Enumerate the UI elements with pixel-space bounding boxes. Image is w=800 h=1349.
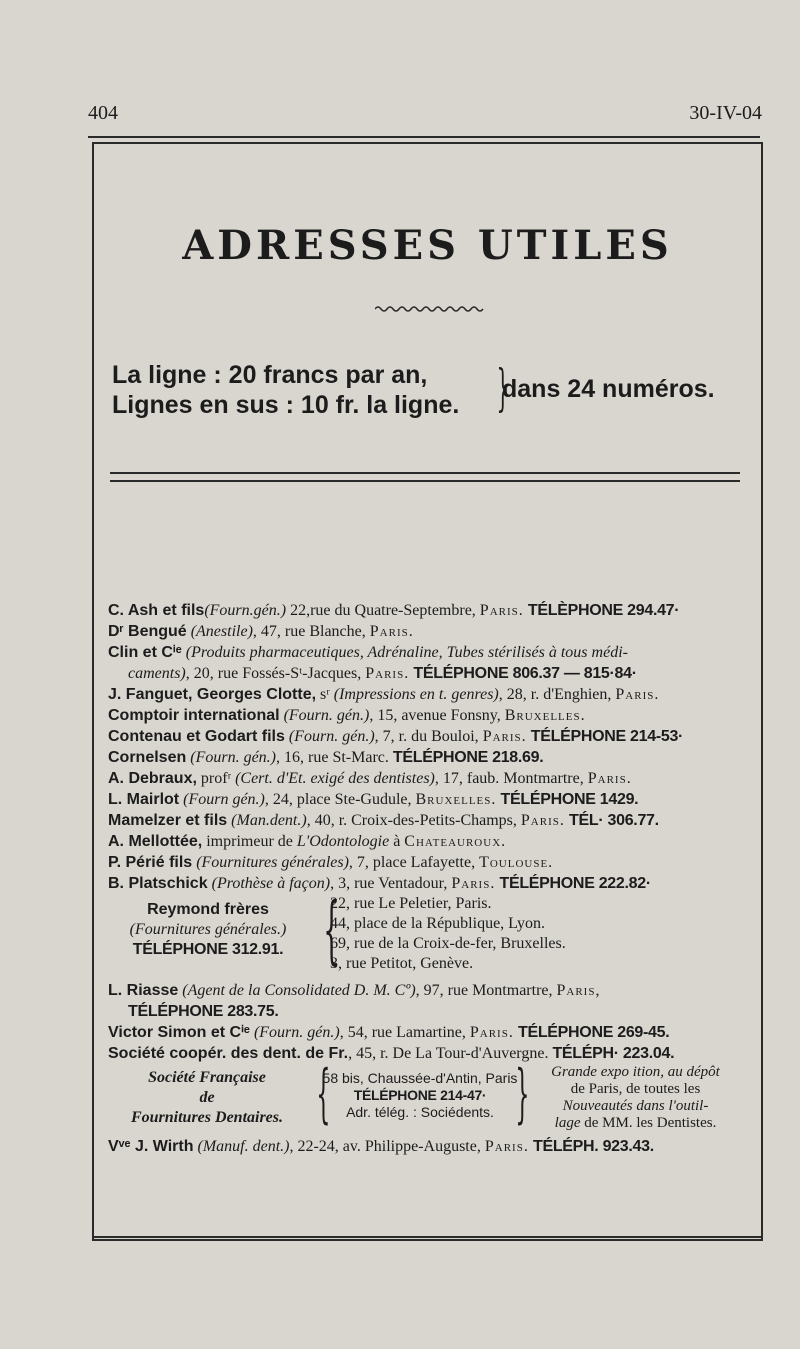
entry-name: Société Française: [148, 1069, 266, 1086]
entry-ash: [108, 600, 748, 621]
entry-city: Paris.: [365, 665, 410, 682]
entry-title: sʳ: [316, 686, 334, 703]
entry-comptoir: [108, 705, 748, 726]
issue-date: 30-IV-04: [689, 102, 762, 124]
entry-telephone: TÉLÉPHONE 806.37 — 815·84·: [409, 665, 637, 682]
entry-name: P. Périé fils: [108, 854, 193, 871]
double-rule: [110, 472, 740, 482]
entry-name: Vᵛᵉ J. Wirth: [108, 1138, 194, 1155]
entry-telephone: TÉLÉPHONE 283.75.: [128, 1003, 279, 1020]
entry-name: A. Debraux,: [108, 770, 197, 787]
entry-city: Paris.: [615, 686, 660, 703]
entry-kind: (Prothèse à façon): [207, 875, 331, 892]
entry-kind: (Man.dent.): [227, 812, 307, 829]
entry-kind: (Fourn. gén.): [249, 1024, 340, 1041]
entry-clin-cont: [108, 663, 748, 684]
entry-kind: (Fournitures générales.): [129, 921, 287, 938]
entry-title: profʳ: [196, 770, 236, 787]
entry-name: L. Mairlot: [108, 791, 180, 808]
entry-telephone: TÉLÉPHONE 312.91.: [132, 941, 284, 958]
entry-address: , 45, r. De La Tour-d'Auvergne.: [348, 1045, 553, 1062]
pricing-block: [112, 360, 459, 420]
entry-telephone: TÉLÉPH· 223.04.: [552, 1045, 675, 1062]
entry-telephone: TÉLÉPHONE 222.82·: [495, 875, 651, 892]
entry-mamelzer: [108, 810, 748, 831]
entry-telephone: TÉLÉPH. 923.43.: [528, 1138, 654, 1155]
entry-address: , 40, r. Croix-des-Petits-Champs,: [306, 812, 521, 829]
societe-left: [108, 1068, 306, 1128]
entry-cooperative: [108, 1043, 748, 1064]
entry-kind: (Fourn. gén.): [279, 707, 370, 724]
entry-debraux: [108, 768, 748, 789]
entry-name: Reymond frères: [147, 901, 269, 918]
societe-note: Grande expo ition, au dépôt: [551, 1064, 720, 1080]
entry-city: Paris.: [484, 1138, 529, 1155]
entry-address: , 7, r. du Bouloi,: [374, 728, 483, 745]
ornament-wavy-rule: [375, 304, 485, 314]
entry-address: , 47, rue Blanche,: [252, 623, 370, 640]
entry-clin: [108, 642, 748, 663]
entry-contenau: [108, 726, 748, 747]
page-number: 404: [88, 102, 118, 124]
entry-name: Victor Simon et Cⁱᵉ: [108, 1024, 250, 1041]
entry-city: Toulouse.: [479, 854, 554, 871]
entry-address: , 20, rue Fossés-Sᵗ-Jacques,: [185, 665, 366, 682]
entry-address: 22,rue du Quatre-Septembre,: [286, 602, 480, 619]
entry-reymond: [108, 887, 748, 980]
reymond-left: [108, 900, 308, 960]
entry-address: , 22-24, av. Philippe-Auguste,: [289, 1138, 485, 1155]
entry-kind: (Produits pharmaceutiques, Adrénaline, Tubes stérilisés à tous médi-: [181, 644, 628, 661]
societe-note: de Paris, de toutes les: [570, 1081, 701, 1097]
entry-platschick: [108, 873, 748, 894]
entry-city: Paris.: [469, 1024, 514, 1041]
entry-kind: caments): [128, 665, 186, 682]
entry-telephone: TÉLÉPHONE 218.69.: [392, 749, 544, 766]
entry-name: J. Fanguet, Georges Clotte,: [108, 686, 317, 703]
entry-address: , 17, faub. Montmartre,: [434, 770, 588, 787]
reymond-brace: {: [323, 887, 340, 973]
entry-city: Paris.: [520, 812, 565, 829]
entry-name: Dʳ Bengué: [108, 623, 187, 640]
entry-kind: (Cert. d'Et. exigé des dentistes): [235, 770, 435, 787]
entry-address: à: [389, 833, 405, 850]
pricing-line-2: Lignes en sus : 10 fr. la ligne.: [112, 391, 460, 419]
entry-address: 58 bis, Chaussée-d'Antin, Paris: [322, 1070, 518, 1086]
reymond-address: 44, place de la République, Lyon.: [330, 915, 546, 932]
societe-right: [528, 1064, 743, 1132]
entry-address: , 28, r. d'Enghien,: [498, 686, 616, 703]
entry-name: Mamelzer et fils: [108, 812, 228, 829]
reymond-address: 69, rue de la Croix-de-fer, Bruxelles.: [330, 935, 566, 952]
entry-wirth: [108, 1136, 748, 1157]
pricing-suffix: dans 24 numéros.: [502, 375, 715, 403]
entry-city: Paris.: [369, 623, 414, 640]
reymond-addresses: [330, 894, 566, 974]
address-list: [108, 600, 748, 1157]
entry-kind: (Fourn gén.): [179, 791, 265, 808]
entry-simon: [108, 1022, 748, 1043]
entry-kind: (Fourn. gén.): [284, 728, 375, 745]
entry-city: Paris.: [451, 875, 496, 892]
entry-riasse: [108, 980, 748, 1001]
entry-name: Société coopér. des dent. de Fr.: [108, 1045, 349, 1062]
entry-fanguet: [108, 684, 748, 705]
entry-journal: L'Odontologie: [296, 833, 390, 850]
entry-kind: (Fourn. gén.): [186, 749, 277, 766]
entry-city: Paris.: [587, 770, 632, 787]
entry-name: Contenau et Godart fils: [108, 728, 285, 745]
entry-city: Bruxelles.: [504, 707, 586, 724]
section-title: ADRESSES UTILES: [182, 222, 673, 269]
societe-brace: {: [316, 1057, 331, 1131]
entry-city: Bruxelles.: [415, 791, 497, 808]
entry-telephone: TÉL· 306.77.: [564, 812, 659, 829]
entry-address: , 7, place Lafayette,: [348, 854, 480, 871]
entry-societe-francaise: [108, 1057, 748, 1136]
entry-city: Paris.: [479, 602, 524, 619]
entry-name: Cornelsen: [108, 749, 187, 766]
entry-name: B. Platschick: [108, 875, 208, 892]
entry-cornelsen: [108, 747, 748, 768]
entry-name: Clin et Cⁱᵉ: [108, 644, 182, 661]
entry-address: , 24, place Ste-Gudule,: [264, 791, 416, 808]
societe-brace-right: }: [515, 1057, 530, 1131]
entry-name: C. Ash et fils: [108, 602, 205, 619]
entry-name: Comptoir international: [108, 707, 280, 724]
pricing-brace: }: [496, 359, 510, 417]
entry-name: A. Mellottée,: [108, 833, 203, 850]
pricing-line-1: La ligne : 20 francs par an,: [112, 361, 428, 389]
entry-telephone: TÉLÈPHONE 294.47·: [523, 602, 680, 619]
societe-note-text: de MM. les Dentistes.: [580, 1115, 717, 1131]
entry-riasse-cont: [108, 1001, 748, 1022]
entry-kind: (Fourn.gén.): [204, 602, 287, 619]
entry-kind: (Fournitures générales): [192, 854, 349, 871]
entry-address: , 54, rue Lamartine,: [339, 1024, 470, 1041]
entry-mellottee: [108, 831, 748, 852]
entry-address: , 3, rue Ventadour,: [330, 875, 452, 892]
reymond-address: 22, rue Le Peletier, Paris.: [330, 895, 492, 912]
entry-telephone: TÉLÉPHONE 1429.: [496, 791, 639, 808]
entry-telephone: TÉLÉPHONE 214-53·: [526, 728, 684, 745]
entry-city: Chateauroux.: [404, 833, 507, 850]
entry-address: , 15, avenue Fonsny,: [369, 707, 505, 724]
entry-mairlot: [108, 789, 748, 810]
entry-bengue: [108, 621, 748, 642]
entry-telephone: TÉLÉPHONE 214-47·: [353, 1087, 487, 1103]
entry-kind: (Agent de la Consolidated D. M. Cº): [178, 982, 416, 999]
societe-note: [528, 1115, 743, 1132]
entry-telegraph: Adr. télég. : Sociédents.: [346, 1104, 494, 1120]
entry-kind: (Manuf. dent.): [193, 1138, 290, 1155]
societe-note: Nouveautés dans l'outil-: [562, 1098, 709, 1114]
entry-telephone: TÉLÉPHONE 269-45.: [513, 1024, 670, 1041]
entry-name: de: [199, 1089, 215, 1106]
entry-city: Paris,: [556, 982, 601, 999]
entry-name: L. Riasse: [108, 982, 179, 999]
entry-kind: (Anestile): [190, 623, 253, 640]
reymond-address: 3, rue Petitot, Genève.: [330, 955, 474, 972]
entry-address: , 16, rue St-Marc.: [276, 749, 393, 766]
entry-kind: (Impressions en t. genres): [333, 686, 499, 703]
entry-address: , 97, rue Montmartre,: [415, 982, 557, 999]
entry-perie: [108, 852, 748, 873]
societe-middle: [320, 1070, 520, 1121]
header-rule: [88, 136, 760, 138]
bottom-rule: [92, 1236, 763, 1238]
societe-note-italic: lage: [554, 1115, 581, 1131]
entry-name: Fournitures Dentaires.: [130, 1109, 284, 1126]
entry-address: imprimeur de: [202, 833, 297, 850]
entry-city: Paris.: [482, 728, 527, 745]
